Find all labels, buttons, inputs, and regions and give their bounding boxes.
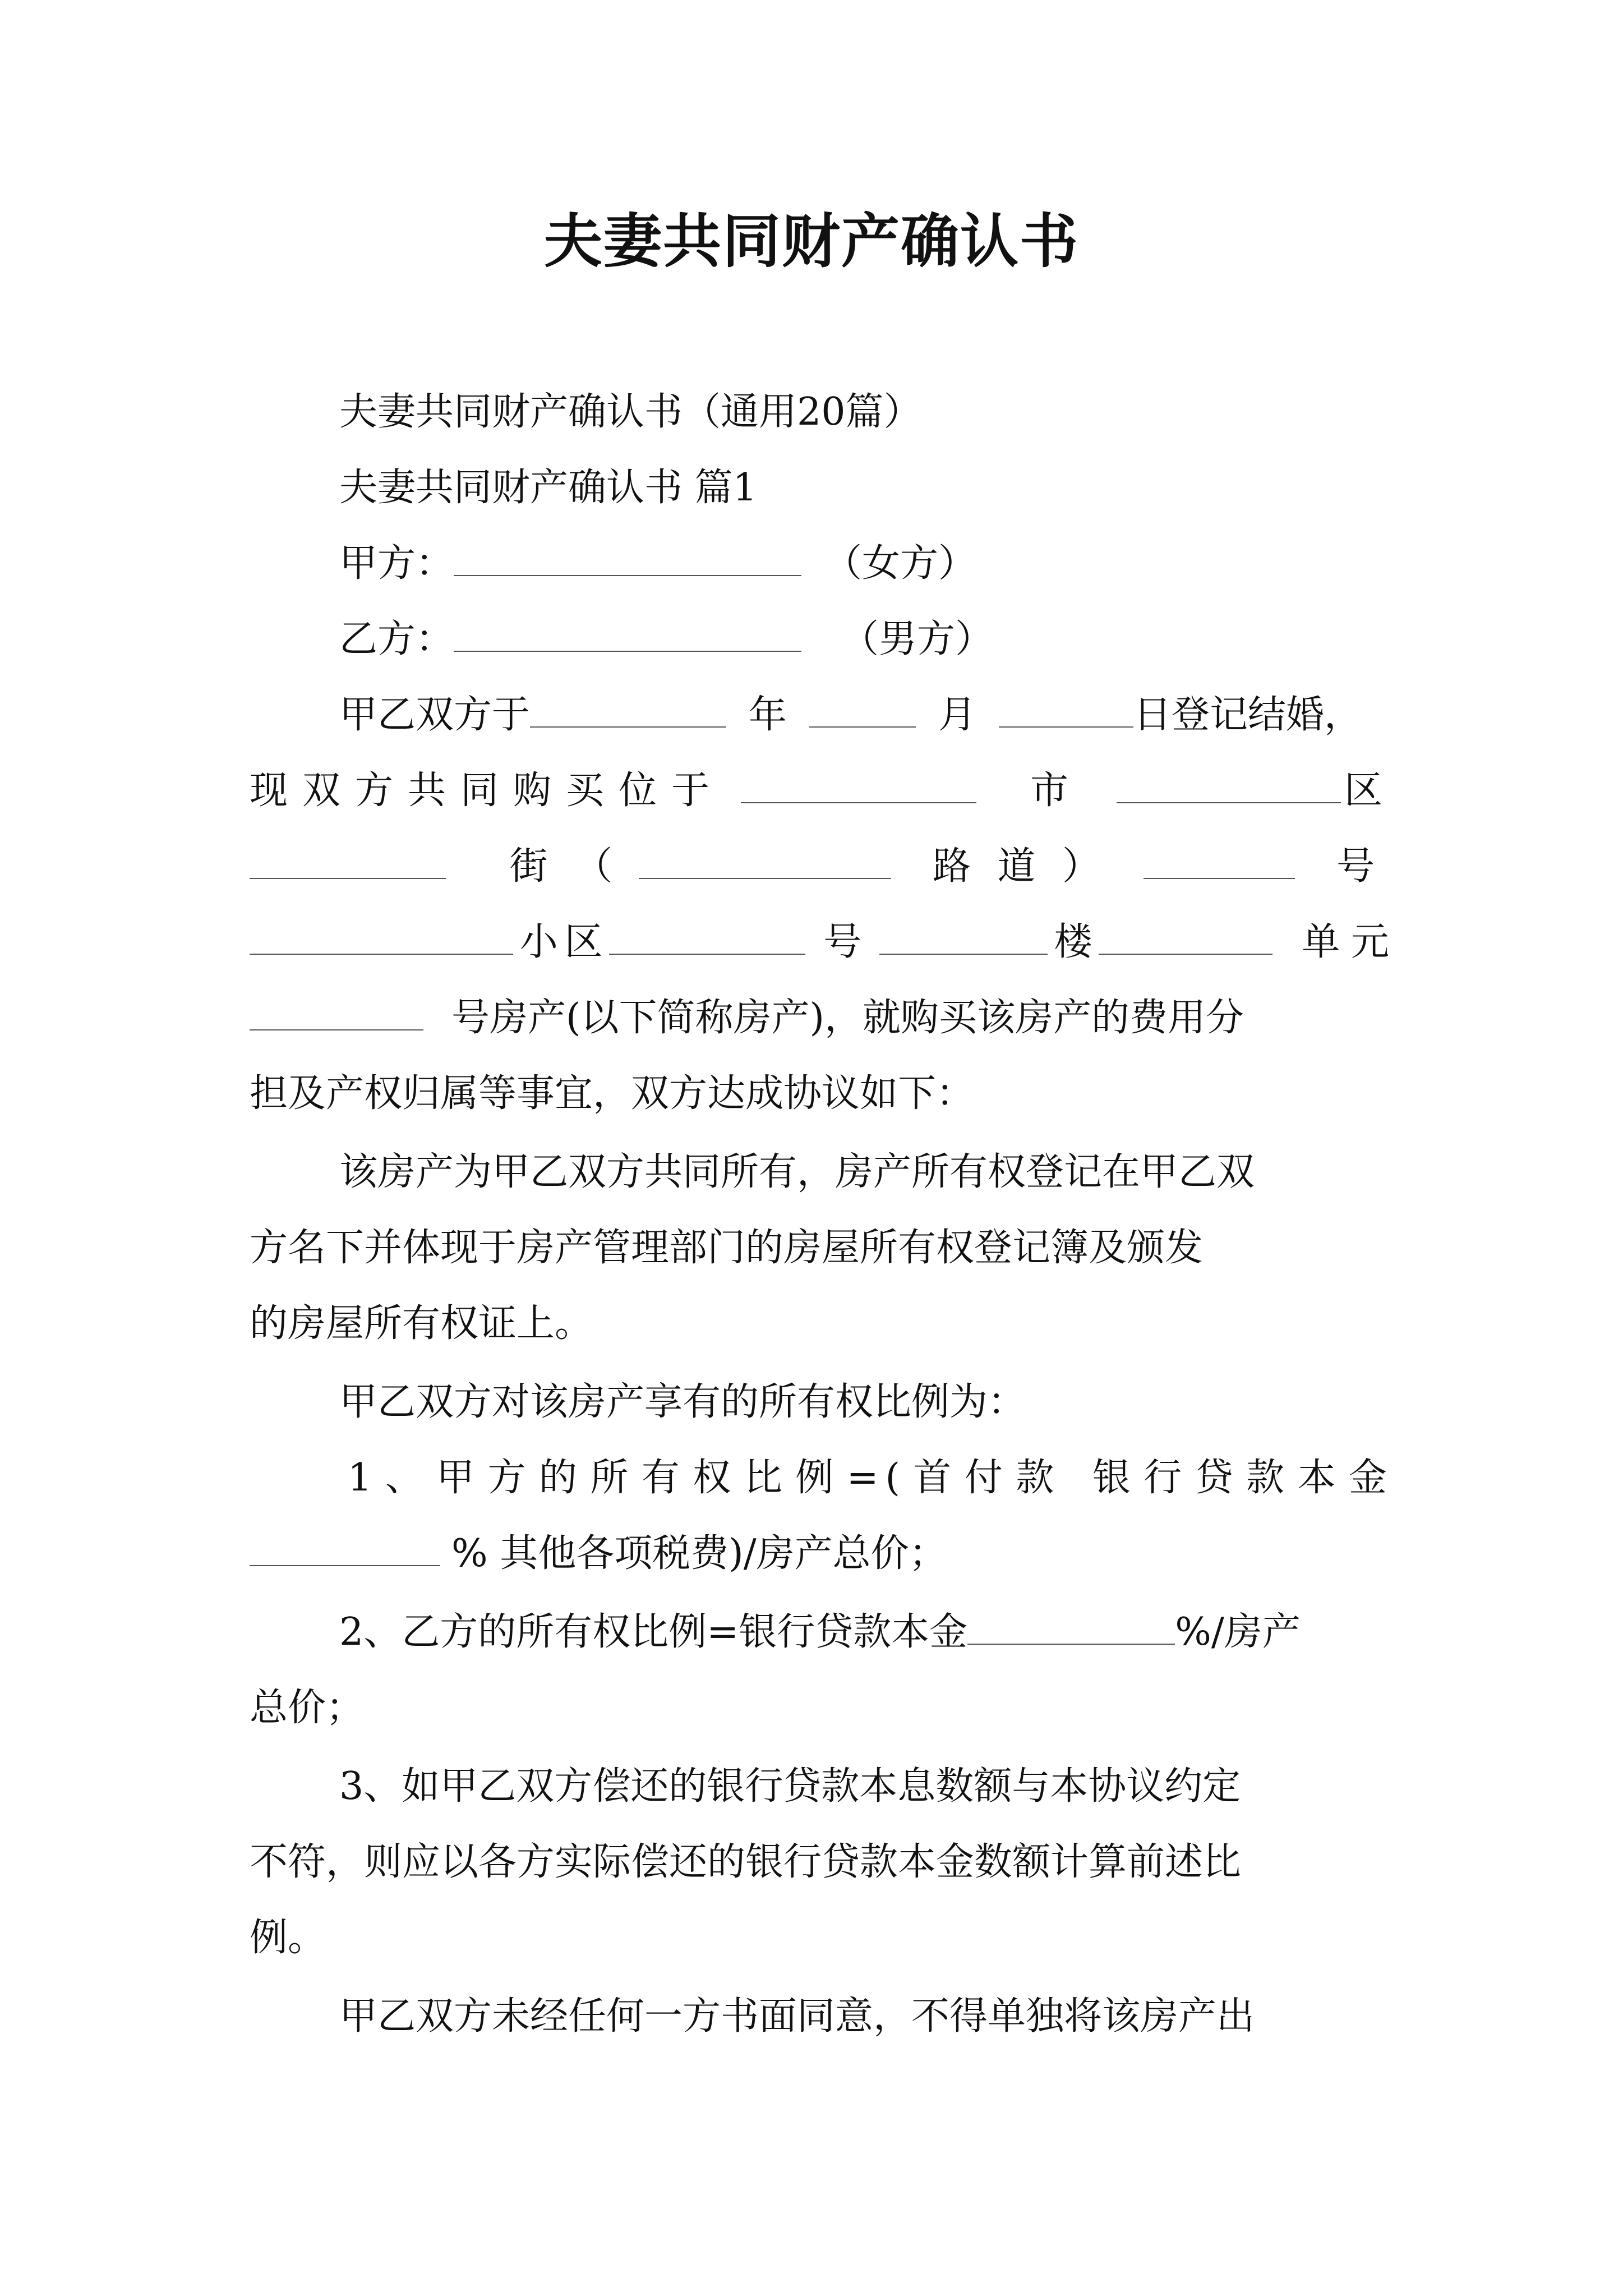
item-2-text: 2、乙方的所有权比例=银行贷款本金 — [339, 1610, 968, 1654]
item-3-line-1: 3、如甲乙双方偿还的银行贷款本息数额与本协议约定 — [339, 1764, 1241, 1809]
location-intro: 现双方共同购买位于 — [250, 769, 724, 813]
district-blank — [1117, 767, 1341, 803]
item-2-line-2: 总价； — [250, 1686, 365, 1730]
item-2-percent-blank — [967, 1609, 1175, 1645]
number-label: 号 — [1329, 844, 1394, 889]
day-blank — [999, 692, 1133, 728]
month-label: 月 — [938, 693, 977, 737]
section-heading: 夫妻共同财产确认书 篇1 — [339, 466, 757, 510]
location-line-1 — [250, 763, 1394, 819]
party-a-label: 甲方： — [339, 541, 454, 586]
road-blank — [639, 843, 891, 879]
party-a-line — [339, 536, 1394, 592]
year-blank — [530, 692, 726, 728]
document-title: 夫妻共同财产确认书 — [543, 206, 1079, 275]
party-b-blank — [454, 616, 801, 652]
item-3-line-2: 不符，则应以各方实际偿还的银行贷款本金数额计算前述比 — [250, 1840, 1242, 1884]
marriage-date-line — [339, 687, 1394, 743]
party-a-suffix: （女方） — [824, 541, 977, 586]
building-label: 楼 — [1047, 920, 1099, 964]
item-1-line-1: 1、甲方的所有权比例=(首付款 银行贷款本金 — [348, 1456, 1394, 1500]
location-line-2 — [250, 839, 1394, 895]
party-b-line — [339, 611, 1394, 668]
property-line — [250, 990, 1394, 1046]
city-label: 市 — [1026, 769, 1083, 813]
party-b-label: 乙方： — [339, 617, 454, 661]
year-label: 年 — [749, 693, 787, 737]
month-blank — [809, 692, 916, 728]
room-blank — [250, 995, 423, 1030]
street-blank — [250, 843, 446, 879]
number-blank — [1144, 843, 1295, 879]
ownership-line-1: 该房产为甲乙双方共同所有，房产所有权登记在甲乙双 — [339, 1150, 1255, 1194]
item-1-line-2 — [250, 1526, 1394, 1582]
item-3-line-3: 例。 — [250, 1916, 326, 1960]
unit-label: 单元 — [1295, 920, 1394, 964]
party-a-blank — [454, 540, 801, 576]
item-2-suffix: %/房产 — [1175, 1610, 1301, 1654]
ownership-line-3: 的房屋所有权证上。 — [250, 1301, 593, 1346]
building-number-label: 号 — [817, 920, 868, 964]
agreement-intro-line: 担及产权归属等事宜，双方达成协议如下： — [250, 1071, 975, 1116]
day-label: 日登记结婚， — [1133, 693, 1363, 737]
city-blank — [741, 767, 976, 803]
community-label: 小区 — [513, 920, 610, 964]
ownership-line-2: 方名下并体现于房产管理部门的房屋所有权登记簿及颁发 — [250, 1226, 1204, 1270]
district-label: 区 — [1340, 769, 1394, 813]
location-line-3 — [250, 914, 1394, 970]
marriage-intro: 甲乙双方于 — [339, 693, 531, 737]
transfer-clause-line: 甲乙双方未经任何一方书面同意，不得单独将该房产出 — [339, 1994, 1255, 2039]
building-blank — [879, 919, 1048, 955]
item-1-rest: % 其他各项税费)/房产总价； — [451, 1531, 947, 1576]
ratio-intro: 甲乙双方对该房产享有的所有权比例为： — [339, 1380, 1026, 1424]
item-1-percent-blank — [250, 1530, 440, 1566]
property-text: 号房产(以下简称房产)，就购买该房产的费用分 — [451, 996, 1244, 1040]
building-number-blank — [609, 919, 805, 955]
community-blank — [250, 919, 513, 955]
street-label: 街（ — [502, 844, 639, 889]
party-b-suffix: （男方） — [841, 617, 994, 661]
item-2-line-1 — [339, 1604, 1394, 1660]
unit-blank — [1099, 919, 1272, 955]
subtitle-line: 夫妻共同财产确认书（通用20篇） — [339, 390, 922, 434]
road-label: 路道） — [925, 844, 1127, 889]
